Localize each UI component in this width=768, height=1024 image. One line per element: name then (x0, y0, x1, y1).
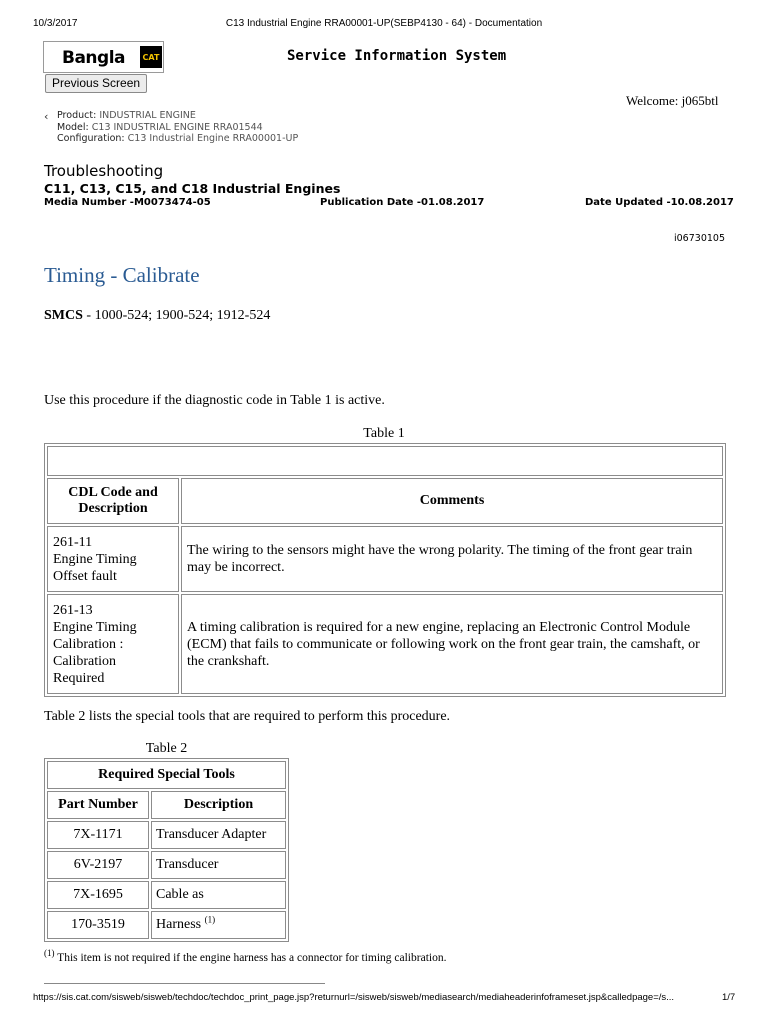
code-line: Calibration : (53, 636, 124, 652)
table1-comment-cell: A timing calibration is required for a new engine, replacing an Electronic Control Module (ECM) that fails to communicate or following work on the front gear train, the camshaft, or the crankshaft. (181, 594, 723, 694)
table1-title-cell (47, 446, 723, 476)
table1-caption: Table 1 (363, 426, 405, 441)
code-line: Required (53, 670, 105, 686)
code-line: Calibration (53, 653, 116, 669)
code-line: Engine Timing (53, 619, 137, 635)
part-number: 6V-2197 (47, 851, 149, 879)
document-id: i06730105 (674, 233, 725, 244)
table-row (47, 911, 286, 939)
brand-name: Bangla (62, 48, 125, 68)
footnote-ref[interactable]: (1) (204, 914, 216, 925)
part-number: 7X-1171 (47, 821, 149, 849)
part-description: Cable as (151, 881, 286, 909)
brand-logo-box (43, 41, 164, 73)
breadcrumb-product (57, 110, 196, 121)
table-row (47, 526, 723, 592)
code-line: Offset fault (53, 568, 117, 584)
table1-code-cell (47, 526, 179, 592)
table1-header-comments: Comments (181, 478, 723, 524)
smcs-value: - 1000-524; 1900-524; 1912-524 (82, 308, 271, 323)
table1-code-cell (47, 594, 179, 694)
table2-caption: Table 2 (145, 741, 188, 756)
part-description: Transducer Adapter (151, 821, 286, 849)
table1-comment-cell: The wiring to the sensors might have the wrong polarity. The timing of the front gear train may be incorrect. (181, 526, 723, 592)
media-number: Media Number -M0073474-05 (44, 197, 211, 208)
part-description-text: Harness (156, 917, 205, 932)
publication-date: Publication Date -01.08.2017 (320, 197, 485, 208)
intro-text: Use this procedure if the diagnostic code in Table 1 is active. (44, 393, 385, 408)
page-title: Timing - Calibrate (44, 263, 200, 287)
part-number: 170-3519 (47, 911, 149, 939)
table2-header-part: Part Number (47, 791, 149, 819)
table-row (47, 881, 286, 909)
footnote-mark: (1) (44, 948, 55, 959)
product-value: INDUSTRIAL ENGINE (99, 110, 196, 121)
welcome-text: Welcome: j065btl (626, 93, 719, 108)
section-heading: Troubleshooting (44, 162, 164, 180)
chevron-left-icon[interactable]: ‹ (44, 110, 49, 123)
breadcrumb-configuration (57, 133, 298, 144)
part-description: Transducer (151, 851, 286, 879)
code-line: Engine Timing (53, 551, 137, 567)
cat-logo-icon: CAT (140, 46, 162, 68)
product-label: Product: (57, 110, 97, 121)
part-description (151, 911, 286, 939)
breadcrumb-model (57, 122, 263, 133)
print-date: 10/3/2017 (33, 18, 78, 29)
divider (44, 983, 325, 984)
page-number: 1/7 (722, 992, 736, 1003)
footnote (44, 948, 447, 964)
table2-intro: Table 2 lists the special tools that are required to perform this procedure. (44, 709, 451, 724)
code-line: 261-13 (53, 602, 93, 618)
system-title: Service Information System (287, 48, 507, 64)
table2-title: Required Special Tools (47, 761, 286, 789)
previous-screen-button[interactable]: Previous Screen (45, 74, 147, 93)
table1-header-cdl: CDL Code and Description (47, 478, 179, 524)
smcs-codes (44, 308, 270, 324)
table-row (47, 821, 286, 849)
print-title: C13 Industrial Engine RRA00001-UP(SEBP4130 - 64) - Documentation (225, 18, 543, 29)
table-row (47, 594, 723, 694)
model-label: Model: (57, 122, 89, 133)
part-number: 7X-1695 (47, 881, 149, 909)
configuration-label: Configuration: (57, 133, 125, 144)
print-footer-url: https://sis.cat.com/sisweb/sisweb/techdoc/techdoc_print_page.jsp?returnurl=/sisweb/sisweb/mediasearch/mediaheaderinfoframeset.jsp&calledpage=/s... (33, 992, 675, 1003)
table2 (44, 758, 289, 942)
smcs-label: SMCS (44, 308, 83, 323)
configuration-value: C13 Industrial Engine RRA00001-UP (127, 133, 299, 144)
date-updated: Date Updated -10.08.2017 (585, 197, 734, 208)
code-line: 261-11 (53, 534, 93, 550)
subsection-heading: C11, C13, C15, and C18 Industrial Engines (44, 181, 341, 196)
table2-header-description: Description (151, 791, 286, 819)
model-value: C13 INDUSTRIAL ENGINE RRA01544 (91, 122, 263, 133)
table1 (44, 443, 726, 697)
table-row (47, 851, 286, 879)
footnote-text: This item is not required if the engine harness has a connector for timing calibration. (54, 952, 447, 964)
